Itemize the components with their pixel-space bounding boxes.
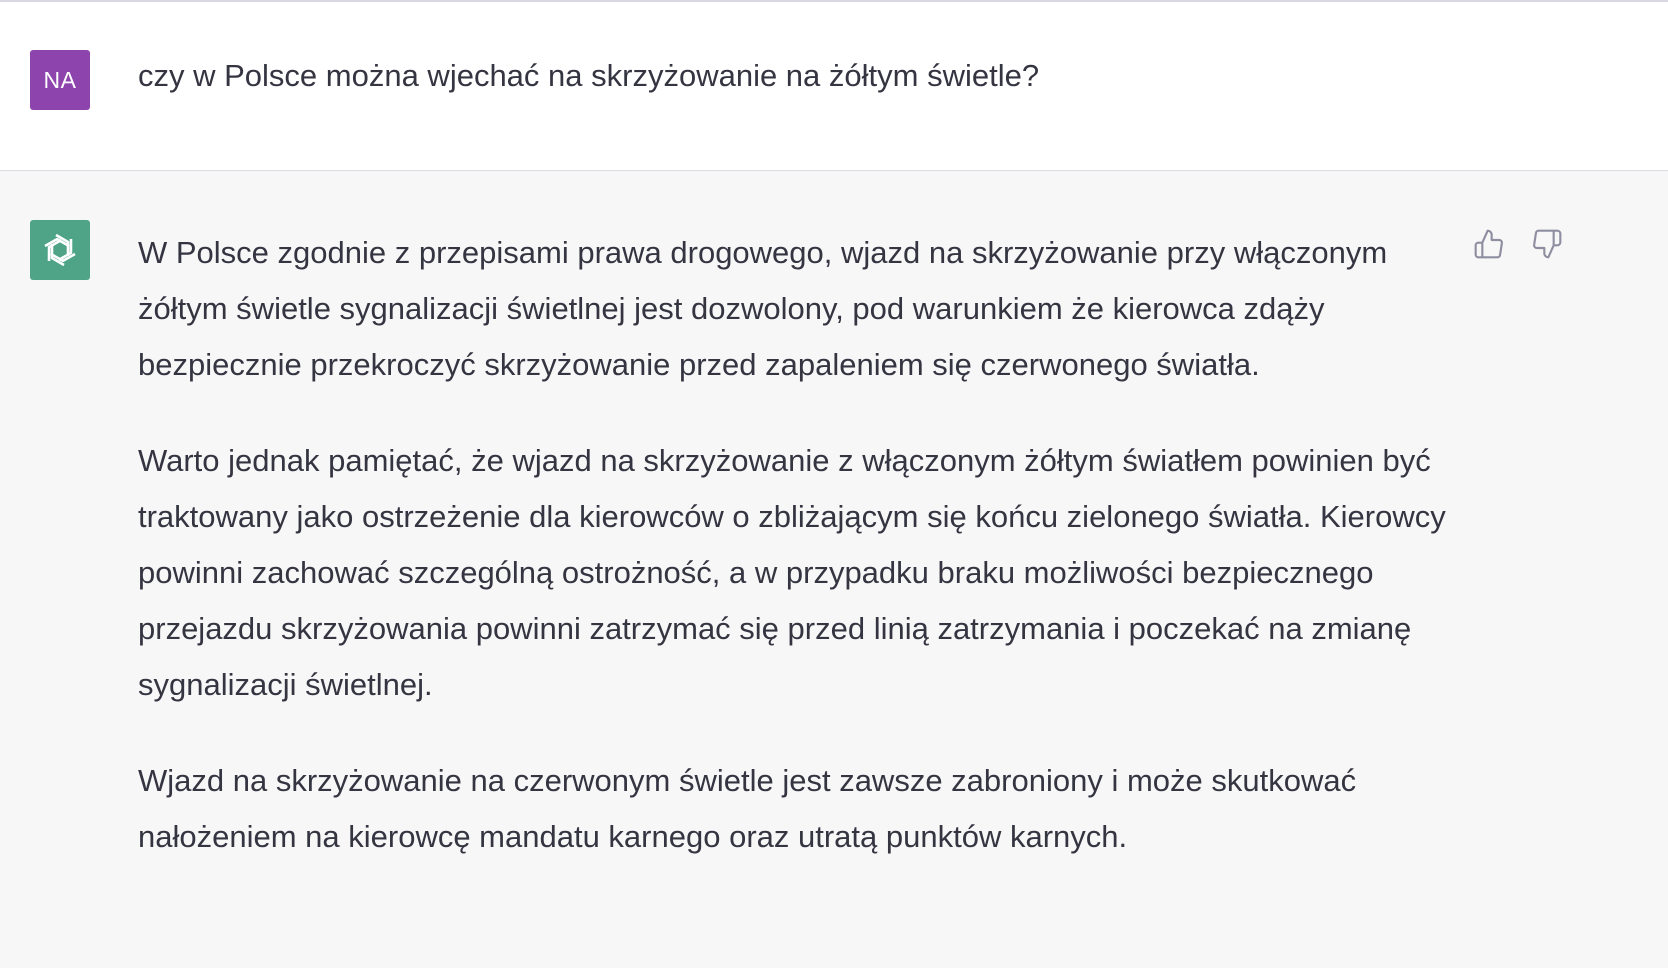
thumbs-up-button[interactable] xyxy=(1472,227,1506,261)
user-message xyxy=(0,2,1668,171)
user-message-text: czy w Polsce można wjechać na skrzyżowanie na żółtym świetle? xyxy=(138,58,1040,93)
assistant-message xyxy=(0,171,1668,968)
answer-paragraph: Wjazd na skrzyżowanie na czerwonym świetle jest zawsze zabroniony i może skutkować nałożeniem na kierowcę mandatu karnego oraz utratą punktów karnych. xyxy=(138,763,1357,854)
assistant-answer xyxy=(138,225,1458,905)
openai-logo-icon xyxy=(38,228,82,272)
user-avatar-initials: NA xyxy=(43,66,77,93)
thumbs-up-icon xyxy=(1473,228,1505,260)
feedback-buttons xyxy=(1472,227,1564,261)
answer-paragraph: W Polsce zgodnie z przepisami prawa drogowego, wjazd na skrzyżowanie przy włączonym żółtym świetle sygnalizacji świetlnej jest dozwolony, pod warunkiem że kierowca zdąży bezpiecznie przekroczyć skrzyżowanie przed zapaleniem się czerwonego światła. xyxy=(138,235,1388,382)
thumbs-down-button[interactable] xyxy=(1530,227,1564,261)
thumbs-down-icon xyxy=(1531,228,1563,260)
answer-paragraph: Warto jednak pamiętać, że wjazd na skrzyżowanie z włączonym żółtym światłem powinien być traktowany jako ostrzeżenie dla kierowców o zbliżającym się końcu zielonego światła. Kierowcy powinni zachować szczególną ostrożność, a w przypadku braku możliwości bezpiecznego przejazdu skrzyżowania powinni zatrzymać się przed linią zatrzymania i poczekać na zmianę sygnalizacji świetlnej. xyxy=(138,443,1446,702)
user-avatar xyxy=(30,50,90,110)
assistant-avatar xyxy=(30,220,90,280)
